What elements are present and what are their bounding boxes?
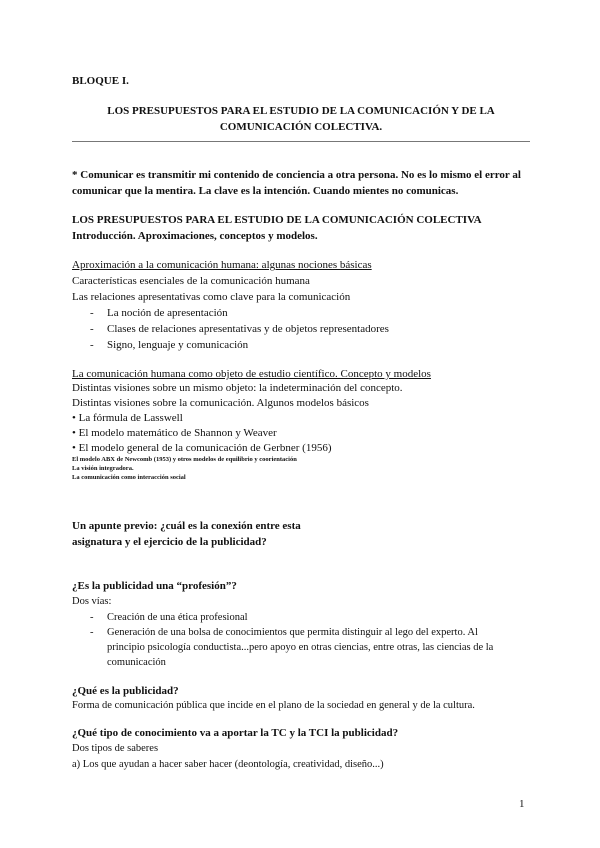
- main-title-line1: LOS PRESUPUESTOS PARA EL ESTUDIO DE LA COMUNICACIÓN Y DE LA: [107, 105, 495, 117]
- section-subtitle: Introducción. Aproximaciones, conceptos y modelos.: [72, 230, 318, 242]
- part2-line: • La fórmula de Lasswell: [72, 412, 183, 424]
- part2-line: • El modelo matemático de Shannon y Weaver: [72, 427, 277, 439]
- q1-heading: ¿Es la publicidad una “profesión”?: [72, 580, 237, 592]
- q1-bullet2-line: Generación de una bolsa de conocimientos que permita distinguir al lego del experto. Al: [107, 627, 478, 638]
- main-title: [72, 103, 530, 135]
- q1-bullet2-line: comunicación: [107, 657, 166, 668]
- quote-line1: * Comunicar es transmitir mi contenido de conciencia a otra persona. No es lo mismo el error al: [72, 169, 521, 181]
- main-title-line2: COMUNICACIÓN COLECTIVA.: [219, 121, 383, 133]
- part2-small-line: El modelo ABX de Newcomb (1953) y otros modelos de equilibrio y coorientación: [72, 456, 297, 463]
- part1-line: Las relaciones apresentativas como clave para la comunicación: [72, 291, 351, 303]
- note-line2: asignatura y el ejercicio de la publicidad?: [72, 536, 267, 548]
- part2-line: Distintas visiones sobre la comunicación. Algunos modelos básicos: [72, 397, 369, 409]
- q1-intro: Dos vías:: [72, 596, 112, 607]
- q1-bullet2-line: principio psicología conductista...pero apoyo en otras ciencias, entre otras, las ciencias de la: [107, 642, 494, 653]
- block-label: BLOQUE I.: [72, 75, 129, 87]
- part1-bullet: La noción de apresentación: [107, 307, 228, 319]
- q2-answer: Forma de comunicación pública que incide en el plano de la sociedad en general y de la cultura.: [72, 700, 475, 711]
- dash-icon: -: [90, 612, 94, 623]
- part1-heading: Aproximación a la comunicación humana: algunas nociones básicas: [72, 259, 372, 271]
- part2-line: Distintas visiones sobre un mismo objeto: la indeterminación del concepto.: [72, 382, 403, 394]
- q3-item-a: a) Los que ayudan a hacer saber hacer (deontología, creatividad, diseño...): [72, 759, 384, 770]
- part2-small-line: La comunicación como interacción social: [72, 474, 186, 481]
- page-number: 1: [519, 798, 525, 810]
- part1-bullet: Signo, lenguaje y comunicación: [107, 339, 249, 351]
- part1-line: Características esenciales de la comunicación humana: [72, 275, 310, 287]
- dash-icon: -: [90, 307, 94, 319]
- quote-line2: comunicar que la mentira. La clave es la intención. Cuando mientes no comunicas.: [72, 185, 459, 197]
- dash-icon: -: [90, 627, 94, 638]
- dash-icon: -: [90, 339, 94, 351]
- q1-bullet1: Creación de una ética profesional: [107, 612, 248, 623]
- q2-heading: ¿Qué es la publicidad?: [72, 685, 179, 697]
- part2-small-line: La visión integradora.: [72, 465, 134, 472]
- title-divider: [72, 141, 530, 142]
- note: [72, 518, 301, 550]
- q3-intro: Dos tipos de saberes: [72, 743, 159, 754]
- part1-bullet: Clases de relaciones apresentativas y de objetos representadores: [107, 323, 389, 335]
- dash-icon: -: [90, 323, 94, 335]
- part2-line: • El modelo general de la comunicación de Gerbner (1956): [72, 442, 332, 454]
- q1-bullet2: [107, 625, 531, 670]
- note-line1: Un apunte previo: ¿cuál es la conexión entre esta: [72, 520, 301, 532]
- section-title: LOS PRESUPUESTOS PARA EL ESTUDIO DE LA COMUNICACIÓN COLECTIVA: [72, 214, 482, 226]
- q3-heading: ¿Qué tipo de conocimiento va a aportar la TC y la TCI la publicidad?: [72, 727, 399, 739]
- quote: [72, 167, 534, 199]
- part2-heading: La comunicación humana como objeto de estudio científico. Concepto y modelos: [72, 368, 431, 380]
